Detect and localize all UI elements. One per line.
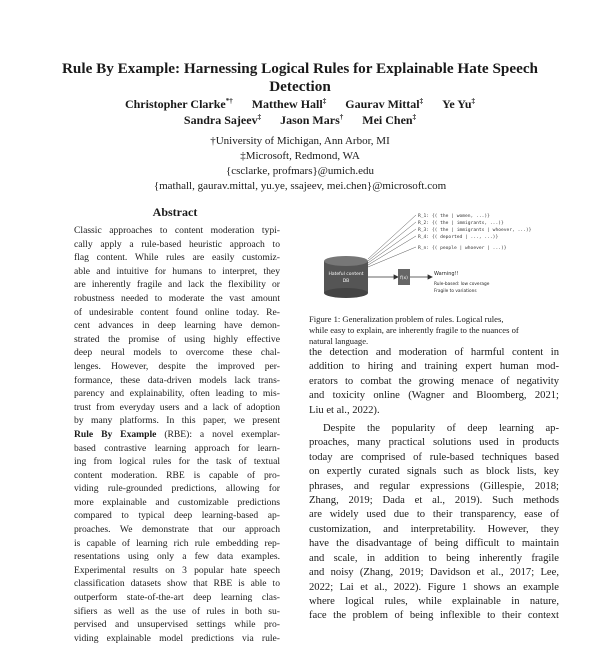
rule-list — [418, 213, 532, 251]
rbe-term: Rule By Example — [74, 428, 157, 440]
body-line: proaches, many practical solutions used in products — [309, 437, 559, 449]
flow-arrow-2 — [410, 275, 432, 279]
abstract-line: Experimental results on 3 popular hate speech — [74, 564, 280, 576]
abstract-line: pervised and unsupervised settings while pro- — [74, 619, 280, 631]
email-line: {csclarke, profmars}@umich.edu — [225, 165, 375, 177]
body-line: have the disadvantage of being difficult to maintain — [309, 538, 559, 550]
warning-bullet: Fragile to variations — [434, 289, 477, 294]
figure-1 — [306, 203, 566, 311]
body-line: and noisy (Zhang, 2019; Davidson et al., 2017; Lee, — [309, 567, 559, 579]
body-line: on expertly curated signals such as block lists, key — [309, 466, 559, 478]
abstract-line: cent advances in deep learning have demon- — [74, 320, 280, 332]
affiliations — [40, 134, 560, 194]
author: Gaurav Mittal‡ — [345, 97, 424, 111]
body-line: customization, and interpretability. However, they — [309, 523, 559, 535]
db-label: Hateful content — [328, 272, 364, 277]
author: Matthew Hall‡ — [251, 97, 327, 111]
abstract-line: of undesirable content found online today. Re- — [74, 306, 280, 318]
body-line: today are comprised of rule-based techniques based — [309, 451, 559, 463]
author: Christopher Clarke*† — [124, 97, 233, 111]
body-line: the detection and moderation of harmful content in — [309, 347, 559, 358]
author: Jason Mars† — [280, 113, 344, 127]
body-line: where logical rules, while explainable in nature, — [309, 595, 559, 607]
warning-text: Warning!! — [434, 271, 459, 277]
abstract-line: proaches. We demonstrate that our approach — [74, 524, 280, 536]
rule-text: R_3: {( the | immigrants | whoever, ...)} — [418, 228, 532, 233]
body-line: phrases, and regular expressions (Gillespie, 2018; — [309, 480, 559, 492]
paper-title — [40, 60, 560, 96]
abstract-line: able and intuitive for humans to interpret, they — [74, 265, 280, 277]
abstract-line: is capable of learning rich rule embedding rep- — [74, 537, 280, 549]
abstract-line: are inherently fragile and lack the flexibility or — [74, 279, 280, 291]
body-line: face the problem of being inflexible to their context — [309, 610, 559, 622]
body-text — [309, 346, 559, 624]
abstract-line: robustness needed to moderate the vast amount — [74, 292, 280, 304]
abstract-line: by many platforms. In this paper, we present — [74, 415, 280, 427]
body-line: and toxicity online (Wagner and Bloomberg, 2021; — [309, 390, 559, 402]
warning-bullet: Rule-based: low coverage — [434, 282, 490, 287]
body-line: Liu et al., 2022). — [309, 404, 380, 416]
rule-text: R_2: {( the | immigrants, ...)} — [418, 221, 504, 226]
abstract-line: content moderation. RBE is capable of pro- — [74, 469, 280, 481]
body-line: addition to hiring and training expert human mod- — [309, 361, 559, 373]
abstract-line: parency and explainability, often leading to mis- — [74, 388, 280, 400]
abstract-line: compared to typical deep learning-based ap- — [74, 510, 280, 522]
body-line: and scale, in addition to being inherently fragile — [309, 552, 559, 564]
db-label-2: DB — [342, 279, 350, 284]
caption-line: natural language. — [309, 336, 369, 347]
abstract-line: based contrastive learning approach for learn- — [74, 442, 280, 454]
rule-connectors — [368, 215, 416, 267]
rule-text: R_1: {( the | women, ...)} — [418, 214, 490, 219]
abstract-line: Classic approaches to content moderation typi- — [74, 225, 280, 236]
abstract-heading: Abstract — [152, 205, 198, 219]
abstract-line: more explainable and customizable predictions — [74, 496, 280, 508]
email-line: {mathall, gaurav.mittal, yu.ye, ssajeev, mei.chen}@microsoft.com — [153, 180, 447, 192]
abstract-line: outperform state-of-the-art deep learning clas- — [74, 592, 280, 604]
abstract-line: sifiers as well as the use of rules in both su- — [74, 605, 280, 617]
body-line: erators to combat the growing menace of negativity — [309, 375, 559, 387]
abstract-line: cally apply a rule-based heuristic approach to — [74, 238, 280, 250]
body-line: Zhang, 2019; Dada et al., 2019). Such methods — [309, 495, 559, 507]
affiliation-line: ‡Microsoft, Redmond, WA — [240, 150, 360, 162]
model-label: f(x) — [400, 276, 408, 281]
author: Ye Yu‡ — [442, 97, 476, 111]
abstract-line: strated the promise of using highly effective — [74, 333, 280, 345]
author-list — [40, 96, 560, 128]
title-line-2: Detection — [269, 78, 331, 95]
body-line: 2022; Lai et al., 2022). Figure 1 shows an example — [309, 581, 559, 593]
body-line: are widely used due to their transparency, ease of — [309, 509, 559, 521]
caption-line: while easy to explain, are inherently fragile to the nuances of — [309, 325, 519, 336]
abstract-line: formance, these data-driven models lack trans- — [74, 374, 280, 386]
abstract-line-rbe: Rule By Example (RBE): a novel exemplar- — [74, 428, 280, 440]
abstract-line: resentations using only a few data examples. — [74, 551, 280, 563]
author: Sandra Sajeev‡ — [183, 113, 262, 127]
abstract-line: trust from everyday users and a lack of adoption — [74, 401, 280, 413]
abstract-line: ing from logical rules for the task of textual — [74, 456, 280, 468]
warning-box — [434, 271, 490, 294]
body-line: Despite the popularity of deep learning ap- — [323, 423, 559, 435]
abstract-line: flag content. While rules are easily customiz- — [74, 252, 280, 264]
abstract-body — [74, 224, 280, 645]
affiliation-line: †University of Michigan, Ann Arbor, MI — [210, 135, 390, 147]
abstract-line: lenges. However, despite the improved per- — [74, 360, 280, 372]
author: Mei Chen‡ — [362, 113, 417, 127]
database-icon — [324, 256, 368, 298]
caption-line: Figure 1: Generalization problem of rules. Logical rules, — [309, 314, 504, 324]
rule-text: R_n: {( people | whoever | ...)} — [418, 246, 507, 251]
rule-text: R_4: {( deported | ..., ...)} — [418, 235, 499, 240]
abstract-line: classification datasets show that RBE is able to — [74, 578, 280, 590]
abstract-line: deep neural models to overcome these chal- — [74, 347, 280, 359]
abstract-line: viding rule-grounded predictions, allowing for — [74, 483, 280, 495]
title-line-1: Rule By Example: Harnessing Logical Rules for Explainable Hate Speech — [61, 60, 539, 77]
abstract-line: viding explainable model predictions via rule- — [74, 632, 280, 644]
figure-caption — [309, 314, 563, 348]
flow-arrow — [368, 275, 398, 279]
